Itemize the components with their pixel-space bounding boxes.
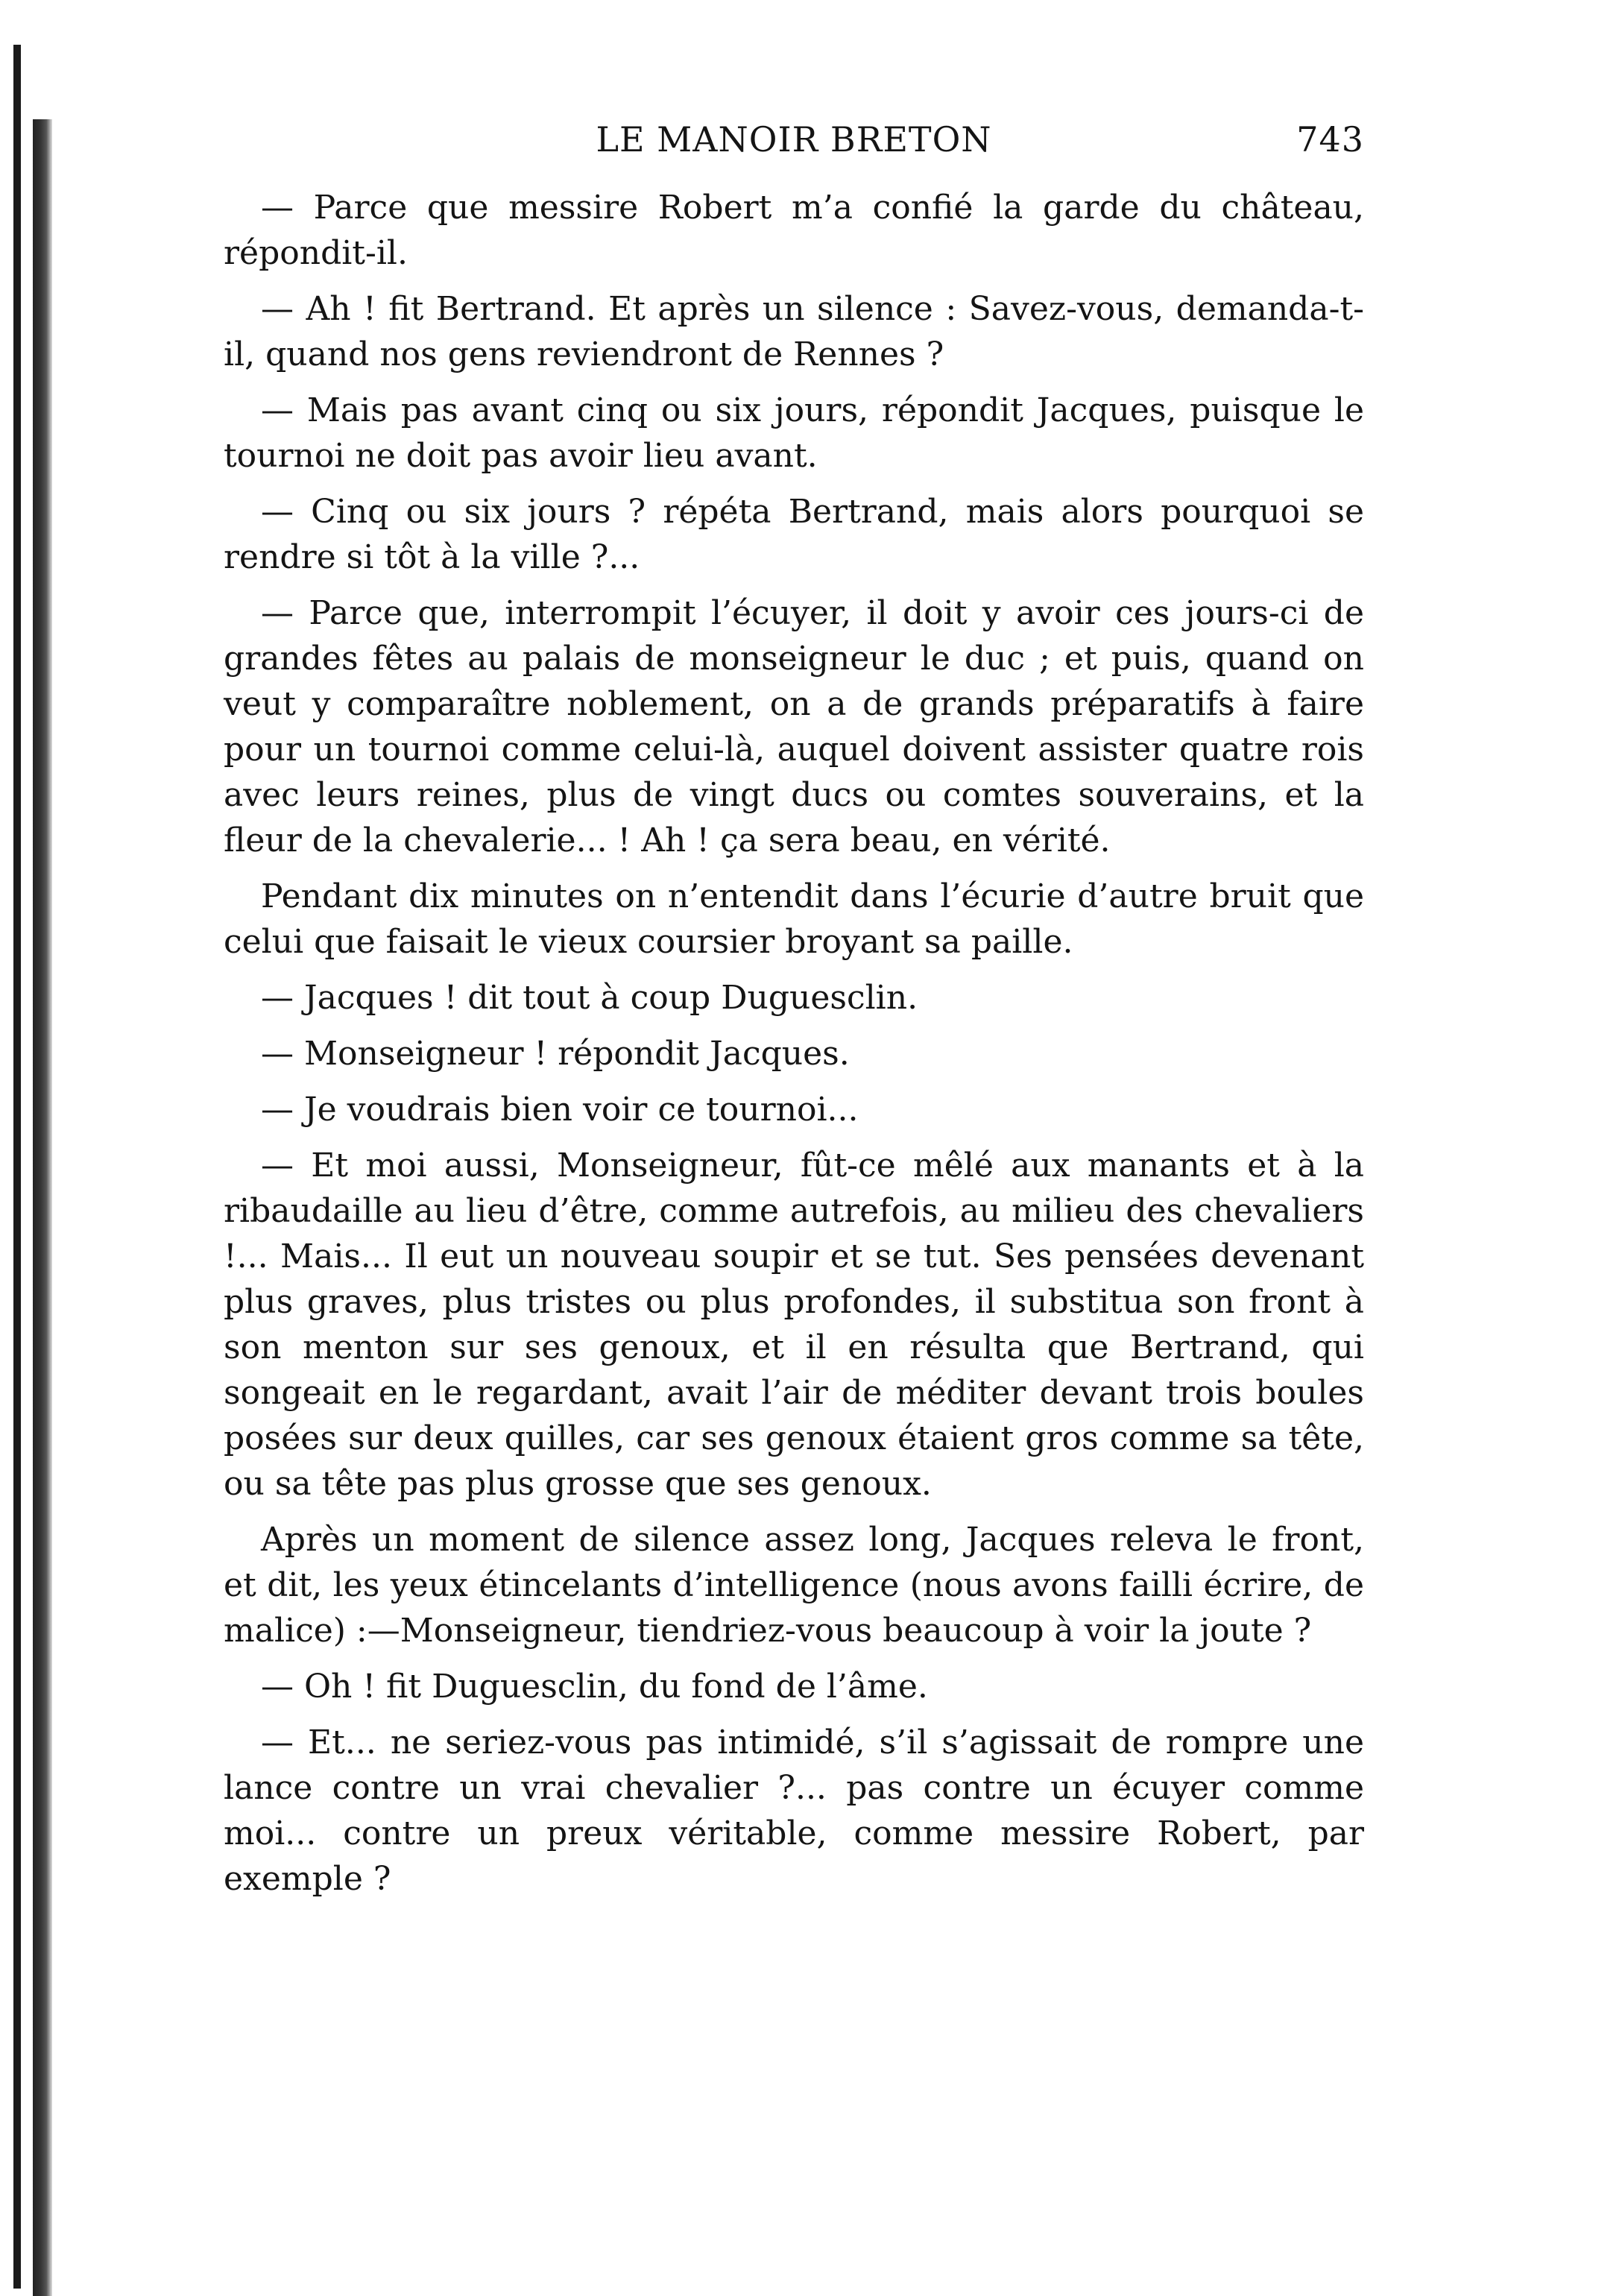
paragraph: Après un moment de silence assez long, Jacques releva le front, et dit, les yeux étincelants d’intelligence (nous avons failli écrire, de malice) :—Monseigneur, tiendriez-vous beaucoup à voir la joute ? [224,1521,1364,1650]
running-title: LE MANOIR BRETON [596,119,992,160]
paragraph: — Mais pas avant cinq ou six jours, répondit Jacques, puisque le tournoi ne doit pas avoir lieu avant. [224,391,1364,475]
running-header [224,119,1364,171]
paragraph: — Cinq ou six jours ? répéta Bertrand, mais alors pourquoi se rendre si tôt à la ville ?... [224,493,1364,576]
scan-gutter-shadow [33,119,52,2296]
paragraph: — Et moi aussi, Monseigneur, fût-ce mêlé aux manants et à la ribaudaille au lieu d’être, comme autrefois, au milieu des chevaliers !... Mais... Il eut un nouveau soupir et se tut. Ses pensées devenant plus graves, plus tristes ou plus profondes, il substitua son front à son menton sur ses genoux, et il en résulta que Bertrand, qui songeait en le regardant, avait l’air de méditer devant trois boules posées sur deux quilles, car ses genoux étaient gros comme sa tête, ou sa tête pas plus grosse que ses genoux. [224,1147,1364,1503]
paragraph: Pendant dix minutes on n’entendit dans l’écurie d’autre bruit que celui que faisait le vieux coursier broyant sa paille. [224,877,1364,961]
paragraph: — Oh ! fit Duguesclin, du fond de l’âme. [261,1668,928,1706]
paragraph: — Monseigneur ! répondit Jacques. [261,1035,850,1073]
paragraph: — Jacques ! dit tout à coup Duguesclin. [261,979,918,1017]
paragraph: — Ah ! fit Bertrand. Et après un silence : Savez-vous, demanda-t-il, quand nos gens reviendront de Rennes ? [224,290,1364,373]
page-number: 743 [1296,119,1364,160]
scan-binding-edge [13,45,21,2289]
paragraph: — Et... ne seriez-vous pas intimidé, s’il s’agissait de rompre une lance contre un vrai chevalier ?... pas contre un écuyer comme moi... contre un preux véritable, comme messire Robert, par exemple ? [224,1723,1364,1898]
paragraph: — Parce que, interrompit l’écuyer, il doit y avoir ces jours-ci de grandes fêtes au palais de monseigneur le duc ; et puis, quand on veut y comparaître noblement, on a de grands préparatifs à faire pour un tournoi comme celui-là, auquel doivent assister quatre rois avec leurs reines, plus de vingt ducs ou comtes souverains, et la fleur de la chevalerie... ! Ah ! ça sera beau, en vérité. [224,594,1364,860]
body-text [224,185,1364,1902]
book-page [224,119,1364,1912]
paragraph: — Je voudrais bien voir ce tournoi... [261,1091,859,1129]
paragraph: — Parce que messire Robert m’a confié la garde du château, répondit-il. [224,189,1364,272]
